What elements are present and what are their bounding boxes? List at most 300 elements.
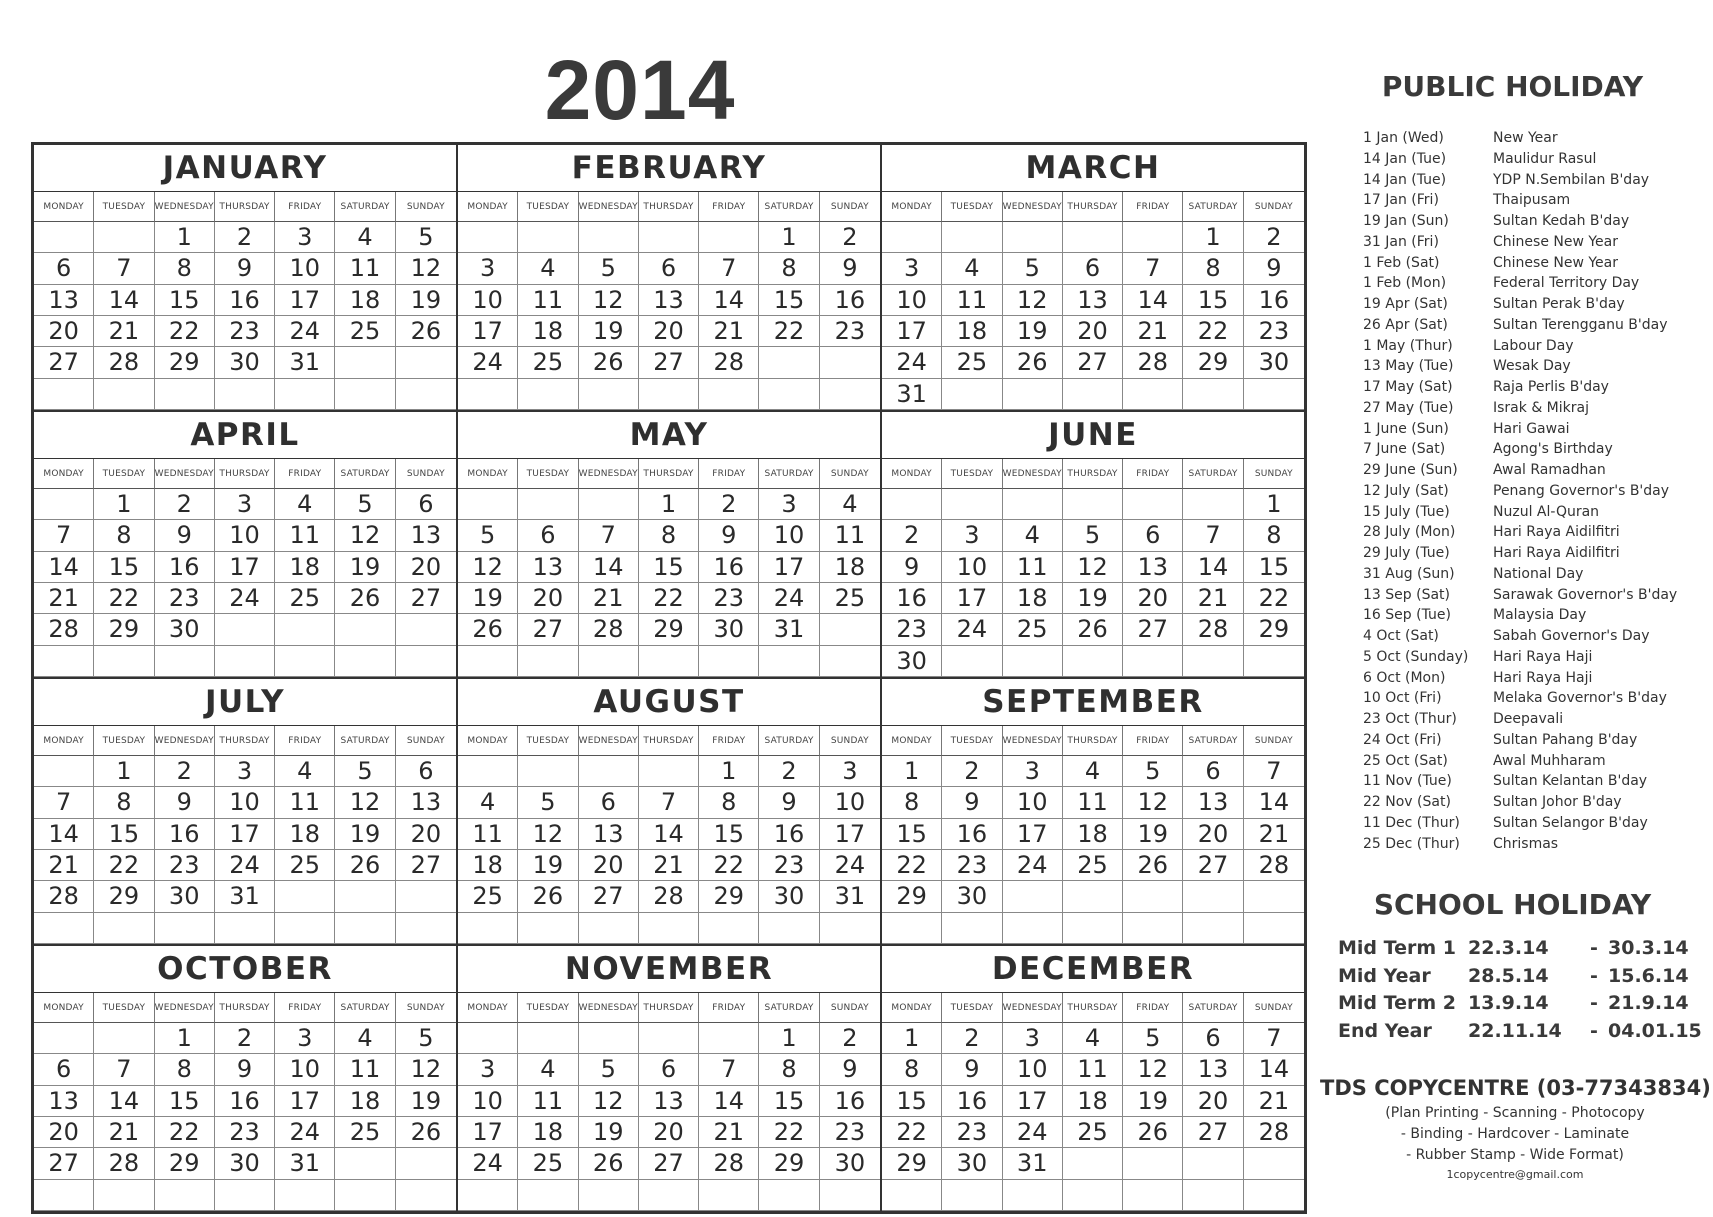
day-cell (639, 913, 699, 944)
day-number: 13 (653, 1086, 684, 1115)
day-number: 31 (289, 348, 321, 377)
day-cell (275, 316, 335, 347)
range-separator: - (1590, 964, 1598, 987)
day-cell (94, 819, 154, 850)
weekday-header: FRIDAY (1123, 726, 1183, 756)
day-cell (396, 1054, 456, 1085)
day-cell (396, 520, 456, 551)
day-cell (215, 787, 275, 818)
term-start: 22.3.14 (1468, 937, 1549, 959)
day-number: 19 (410, 1086, 442, 1115)
public-holiday-row (1363, 585, 1708, 606)
day-cell (820, 787, 880, 818)
day-cell (820, 1023, 880, 1054)
footer-title: TDS COPYCENTRE (03-77343834) (1320, 1076, 1711, 1100)
weekday-header: THURSDAY (1063, 726, 1123, 756)
day-cell (639, 850, 699, 881)
day-cell (1244, 1180, 1304, 1211)
weekday-header: WEDNESDAY (1003, 726, 1063, 756)
day-number: 12 (592, 1086, 624, 1115)
day-number: 8 (1266, 521, 1282, 550)
day-cell (1123, 850, 1183, 881)
weekday-header: WEDNESDAY (155, 993, 215, 1023)
day-cell (820, 1117, 880, 1148)
day-cell (275, 347, 335, 378)
day-cell (1003, 1148, 1063, 1179)
day-number: 31 (289, 1149, 321, 1178)
weekday-header: SUNDAY (1244, 993, 1304, 1023)
day-cell (1063, 787, 1123, 818)
day-cell (699, 913, 759, 944)
day-cell (1003, 881, 1063, 912)
public-holiday-row (1363, 253, 1708, 274)
day-number: 7 (56, 788, 72, 817)
day-cell (275, 1054, 335, 1085)
day-number: 23 (956, 1118, 988, 1146)
day-number: 20 (1137, 584, 1169, 612)
day-number: 18 (834, 552, 866, 581)
public-holiday-row (1363, 647, 1708, 668)
day-cell (699, 1180, 759, 1211)
day-cell (155, 614, 215, 645)
weekday-header: SATURDAY (335, 192, 395, 222)
holiday-date: 7 June (Sat) (1363, 441, 1446, 458)
holiday-name: Maulidur Rasul (1493, 150, 1597, 167)
holiday-name: Federal Territory Day (1493, 275, 1640, 292)
day-cell (458, 285, 518, 316)
day-cell (215, 552, 275, 583)
weekday-header: SUNDAY (820, 459, 880, 489)
month-may (457, 411, 881, 678)
day-cell (1003, 614, 1063, 645)
term-name: Mid Term 1 (1338, 937, 1456, 959)
month-march (881, 144, 1305, 411)
day-cell (1244, 583, 1304, 614)
day-cell (1063, 347, 1123, 378)
day-cell (699, 1023, 759, 1054)
day-number: 30 (168, 882, 200, 911)
day-cell (942, 253, 1002, 284)
weekday-header: TUESDAY (94, 726, 154, 756)
day-cell (34, 819, 94, 850)
day-number: 16 (713, 552, 745, 581)
day-cell (1244, 614, 1304, 645)
day-cell (1003, 787, 1063, 818)
day-cell (1123, 489, 1183, 520)
day-cell (518, 316, 578, 347)
day-cell (1063, 913, 1123, 944)
day-cell (882, 913, 942, 944)
day-number: 25 (1077, 851, 1108, 879)
day-cell (396, 1086, 456, 1117)
day-cell (275, 253, 335, 284)
day-number: 18 (349, 1086, 381, 1115)
day-number: 27 (48, 348, 79, 377)
day-number: 7 (721, 1055, 737, 1084)
day-cell (699, 756, 759, 787)
day-cell (820, 552, 880, 583)
day-number: 24 (289, 317, 321, 345)
day-number: 20 (532, 584, 564, 612)
day-cell (1183, 787, 1243, 818)
public-holiday-row (1363, 730, 1708, 751)
holiday-name: Sabah Governor's Day (1493, 628, 1650, 644)
day-number: 8 (781, 1055, 797, 1084)
day-cell (882, 1148, 942, 1179)
day-cell (335, 614, 395, 645)
weekday-header: WEDNESDAY (1003, 993, 1063, 1023)
weekday-header: MONDAY (882, 459, 942, 489)
day-number: 29 (896, 1149, 927, 1178)
day-cell (396, 379, 456, 410)
footer-email: 1copycentre@gmail.com (1446, 1168, 1584, 1181)
day-cell (396, 881, 456, 912)
day-cell (1244, 222, 1304, 253)
day-cell (1244, 316, 1304, 347)
day-number: 22 (653, 584, 684, 612)
day-cell (1063, 520, 1123, 551)
day-number: 28 (48, 882, 79, 911)
day-number: 24 (289, 1118, 321, 1146)
day-number: 10 (1016, 1055, 1048, 1084)
day-cell (1183, 583, 1243, 614)
day-cell (335, 1148, 395, 1179)
day-cell (759, 1117, 819, 1148)
weekday-header: THURSDAY (215, 459, 275, 489)
day-number: 21 (713, 1118, 745, 1146)
day-number: 19 (592, 317, 624, 345)
day-number: 8 (781, 254, 797, 283)
day-number: 20 (1197, 1086, 1229, 1115)
day-cell (335, 1117, 395, 1148)
day-cell (335, 347, 395, 378)
day-number: 21 (48, 584, 79, 612)
day-cell (882, 787, 942, 818)
day-number: 12 (1137, 1055, 1169, 1084)
holiday-date: 10 Oct (Fri) (1363, 690, 1442, 707)
day-number: 8 (116, 521, 132, 550)
weekday-header: SUNDAY (396, 192, 456, 222)
day-number: 17 (472, 317, 503, 345)
day-number: 18 (532, 317, 564, 345)
day-cell (1003, 583, 1063, 614)
weekday-header: SATURDAY (1183, 726, 1243, 756)
day-number: 16 (1258, 285, 1290, 314)
day-number: 27 (1197, 1118, 1229, 1146)
day-cell (882, 1117, 942, 1148)
footer (1320, 1073, 1710, 1184)
day-number: 21 (653, 851, 684, 879)
day-cell (1123, 646, 1183, 677)
day-number: 11 (289, 521, 321, 550)
day-cell (155, 583, 215, 614)
day-cell (396, 913, 456, 944)
month-title: APRIL (190, 417, 300, 453)
day-number: 14 (1197, 552, 1229, 581)
day-cell (1244, 819, 1304, 850)
day-cell (699, 787, 759, 818)
day-cell (94, 347, 154, 378)
day-number: 29 (168, 1149, 200, 1178)
day-cell (215, 1180, 275, 1211)
day-number: 6 (540, 521, 556, 550)
day-cell (1003, 1023, 1063, 1054)
day-cell (882, 552, 942, 583)
day-number: 9 (842, 254, 858, 283)
day-cell (1063, 646, 1123, 677)
holiday-name: Wesak Day (1493, 358, 1571, 375)
day-number: 6 (418, 490, 434, 518)
day-cell (155, 1023, 215, 1054)
day-number: 6 (56, 1055, 72, 1084)
public-holiday-row (1363, 522, 1708, 543)
day-cell (94, 520, 154, 551)
day-number: 20 (410, 819, 442, 848)
day-cell (155, 819, 215, 850)
month-october (33, 945, 457, 1212)
day-number: 27 (1197, 851, 1229, 879)
day-cell (1003, 489, 1063, 520)
day-number: 1 (176, 223, 192, 251)
day-number: 21 (1197, 584, 1229, 612)
day-number: 19 (532, 851, 564, 879)
holiday-date: 13 Sep (Sat) (1363, 586, 1450, 603)
day-cell (34, 1180, 94, 1211)
public-holiday-title: PUBLIC HOLIDAY (1381, 70, 1644, 103)
day-number: 6 (660, 254, 677, 283)
day-cell (1123, 1148, 1183, 1179)
day-number: 31 (229, 882, 260, 911)
day-number: 28 (1197, 615, 1229, 644)
day-cell (335, 379, 395, 410)
day-cell (518, 1148, 578, 1179)
day-number: 11 (834, 521, 866, 550)
holiday-date: 26 Apr (Sat) (1363, 316, 1448, 333)
day-cell (1063, 819, 1123, 850)
day-cell (1244, 913, 1304, 944)
day-cell (94, 1054, 154, 1085)
day-cell (94, 222, 154, 253)
day-number: 30 (168, 615, 200, 644)
day-number: 13 (592, 819, 624, 848)
day-number: 9 (904, 552, 920, 581)
day-number: 14 (713, 285, 745, 314)
day-cell (34, 614, 94, 645)
day-cell (1003, 285, 1063, 316)
day-number: 14 (108, 1086, 140, 1115)
day-number: 6 (1084, 254, 1101, 283)
day-cell (275, 819, 335, 850)
day-cell (94, 379, 154, 410)
day-number: 17 (289, 285, 321, 314)
holiday-name: New Year (1493, 130, 1558, 146)
day-cell (275, 379, 335, 410)
day-cell (34, 1117, 94, 1148)
day-number: 8 (1205, 254, 1221, 283)
day-cell (942, 285, 1002, 316)
holiday-name: Hari Raya Haji (1493, 669, 1593, 686)
term-end: 04.01.15 (1608, 1019, 1702, 1042)
day-number: 2 (236, 1024, 253, 1052)
day-cell (579, 881, 639, 912)
day-cell (579, 819, 639, 850)
day-number: 20 (653, 1118, 684, 1146)
day-number: 15 (168, 285, 200, 314)
day-number: 2 (1266, 223, 1282, 251)
day-number: 11 (1016, 552, 1048, 581)
day-number: 27 (410, 584, 442, 612)
day-number: 23 (168, 851, 200, 879)
day-number: 7 (1266, 757, 1282, 785)
day-cell (759, 379, 819, 410)
day-cell (942, 1180, 1002, 1211)
day-number: 2 (842, 223, 858, 251)
day-number: 30 (896, 646, 927, 675)
day-cell (820, 913, 880, 944)
day-cell (1123, 913, 1183, 944)
footer-services-line: (Plan Printing - Scanning - Photocopy (1385, 1105, 1645, 1121)
day-number: 14 (1137, 285, 1169, 314)
holiday-date: 11 Dec (Thur) (1363, 814, 1460, 831)
day-table (458, 191, 880, 410)
day-number: 9 (964, 1055, 980, 1084)
day-cell (518, 646, 578, 677)
day-cell (275, 850, 335, 881)
school-holiday-row (1338, 1018, 1708, 1046)
day-number: 13 (410, 788, 442, 817)
day-cell (699, 1086, 759, 1117)
day-cell (699, 646, 759, 677)
day-cell (335, 583, 395, 614)
weekday-header: MONDAY (458, 459, 518, 489)
day-cell (1003, 756, 1063, 787)
day-cell (275, 646, 335, 677)
month-august (457, 678, 881, 945)
public-holiday-row (1363, 294, 1708, 315)
day-number: 28 (1258, 1118, 1290, 1146)
month-title: NOVEMBER (564, 951, 774, 987)
day-number: 7 (660, 788, 677, 817)
public-holiday-row (1363, 211, 1708, 232)
day-cell (942, 316, 1002, 347)
day-cell (942, 379, 1002, 410)
weekday-header: FRIDAY (1123, 993, 1183, 1023)
day-cell (1003, 1054, 1063, 1085)
day-number: 13 (1137, 552, 1169, 581)
weekday-header: FRIDAY (275, 993, 335, 1023)
day-cell (579, 1023, 639, 1054)
holiday-date: 29 June (Sun) (1363, 462, 1458, 478)
day-cell (1003, 913, 1063, 944)
day-cell (639, 1180, 699, 1211)
day-number: 5 (357, 757, 373, 785)
day-cell (639, 285, 699, 316)
day-number: 16 (229, 285, 260, 314)
school-holiday-row (1338, 935, 1708, 963)
day-number: 17 (229, 819, 260, 848)
day-cell (335, 850, 395, 881)
day-cell (518, 1117, 578, 1148)
day-number: 30 (773, 882, 805, 911)
day-cell (335, 1086, 395, 1117)
day-cell (820, 850, 880, 881)
holiday-name: Sultan Kedah B'day (1493, 213, 1630, 229)
public-holiday-row (1363, 626, 1708, 647)
day-number: 21 (1258, 819, 1290, 848)
day-cell (942, 347, 1002, 378)
day-number: 23 (834, 317, 866, 345)
day-cell (1123, 614, 1183, 645)
day-cell (1183, 1180, 1243, 1211)
weekday-header: SATURDAY (1183, 192, 1243, 222)
holiday-date: 17 May (Sat) (1363, 379, 1453, 395)
day-cell (458, 222, 518, 253)
day-cell (335, 646, 395, 677)
holiday-name: Awal Muhharam (1493, 752, 1606, 769)
day-cell (820, 881, 880, 912)
day-number: 13 (48, 285, 79, 314)
day-cell (275, 787, 335, 818)
weekday-header: TUESDAY (942, 192, 1002, 222)
day-cell (820, 614, 880, 645)
holiday-name: Agong's Birthday (1493, 441, 1613, 458)
day-number: 29 (168, 348, 200, 377)
day-cell (518, 222, 578, 253)
weekday-header: THURSDAY (1063, 993, 1123, 1023)
day-number: 6 (600, 788, 616, 817)
day-number: 22 (108, 851, 140, 879)
day-cell (335, 520, 395, 551)
day-number: 5 (600, 1055, 616, 1084)
holiday-name: Chinese New Year (1493, 233, 1619, 250)
day-cell (1123, 552, 1183, 583)
day-cell (458, 489, 518, 520)
day-cell (1183, 379, 1243, 410)
day-cell (942, 819, 1002, 850)
day-cell (518, 787, 578, 818)
day-number: 10 (773, 521, 805, 550)
day-cell (275, 285, 335, 316)
range-separator: - (1590, 937, 1598, 959)
day-number: 22 (168, 1118, 200, 1146)
day-cell (639, 787, 699, 818)
day-number: 26 (592, 1149, 624, 1178)
day-number: 24 (834, 851, 866, 879)
weekday-header: FRIDAY (699, 993, 759, 1023)
day-number: 7 (1266, 1024, 1282, 1052)
weekday-header: TUESDAY (518, 192, 578, 222)
day-number: 10 (472, 285, 503, 314)
weekday-header: MONDAY (34, 192, 94, 222)
day-number: 19 (349, 552, 381, 581)
day-number: 6 (56, 254, 72, 283)
day-number: 24 (956, 615, 988, 644)
day-cell (458, 913, 518, 944)
day-cell (820, 819, 880, 850)
day-cell (458, 1117, 518, 1148)
day-number: 1 (116, 757, 132, 785)
day-cell (335, 881, 395, 912)
day-number: 18 (532, 1118, 564, 1146)
day-number: 2 (176, 757, 192, 785)
day-number: 17 (896, 317, 927, 345)
month-title: FEBRUARY (571, 150, 767, 186)
day-cell (1123, 881, 1183, 912)
day-cell (579, 379, 639, 410)
day-number: 17 (1016, 819, 1048, 848)
day-number: 11 (532, 1086, 564, 1115)
day-cell (34, 583, 94, 614)
